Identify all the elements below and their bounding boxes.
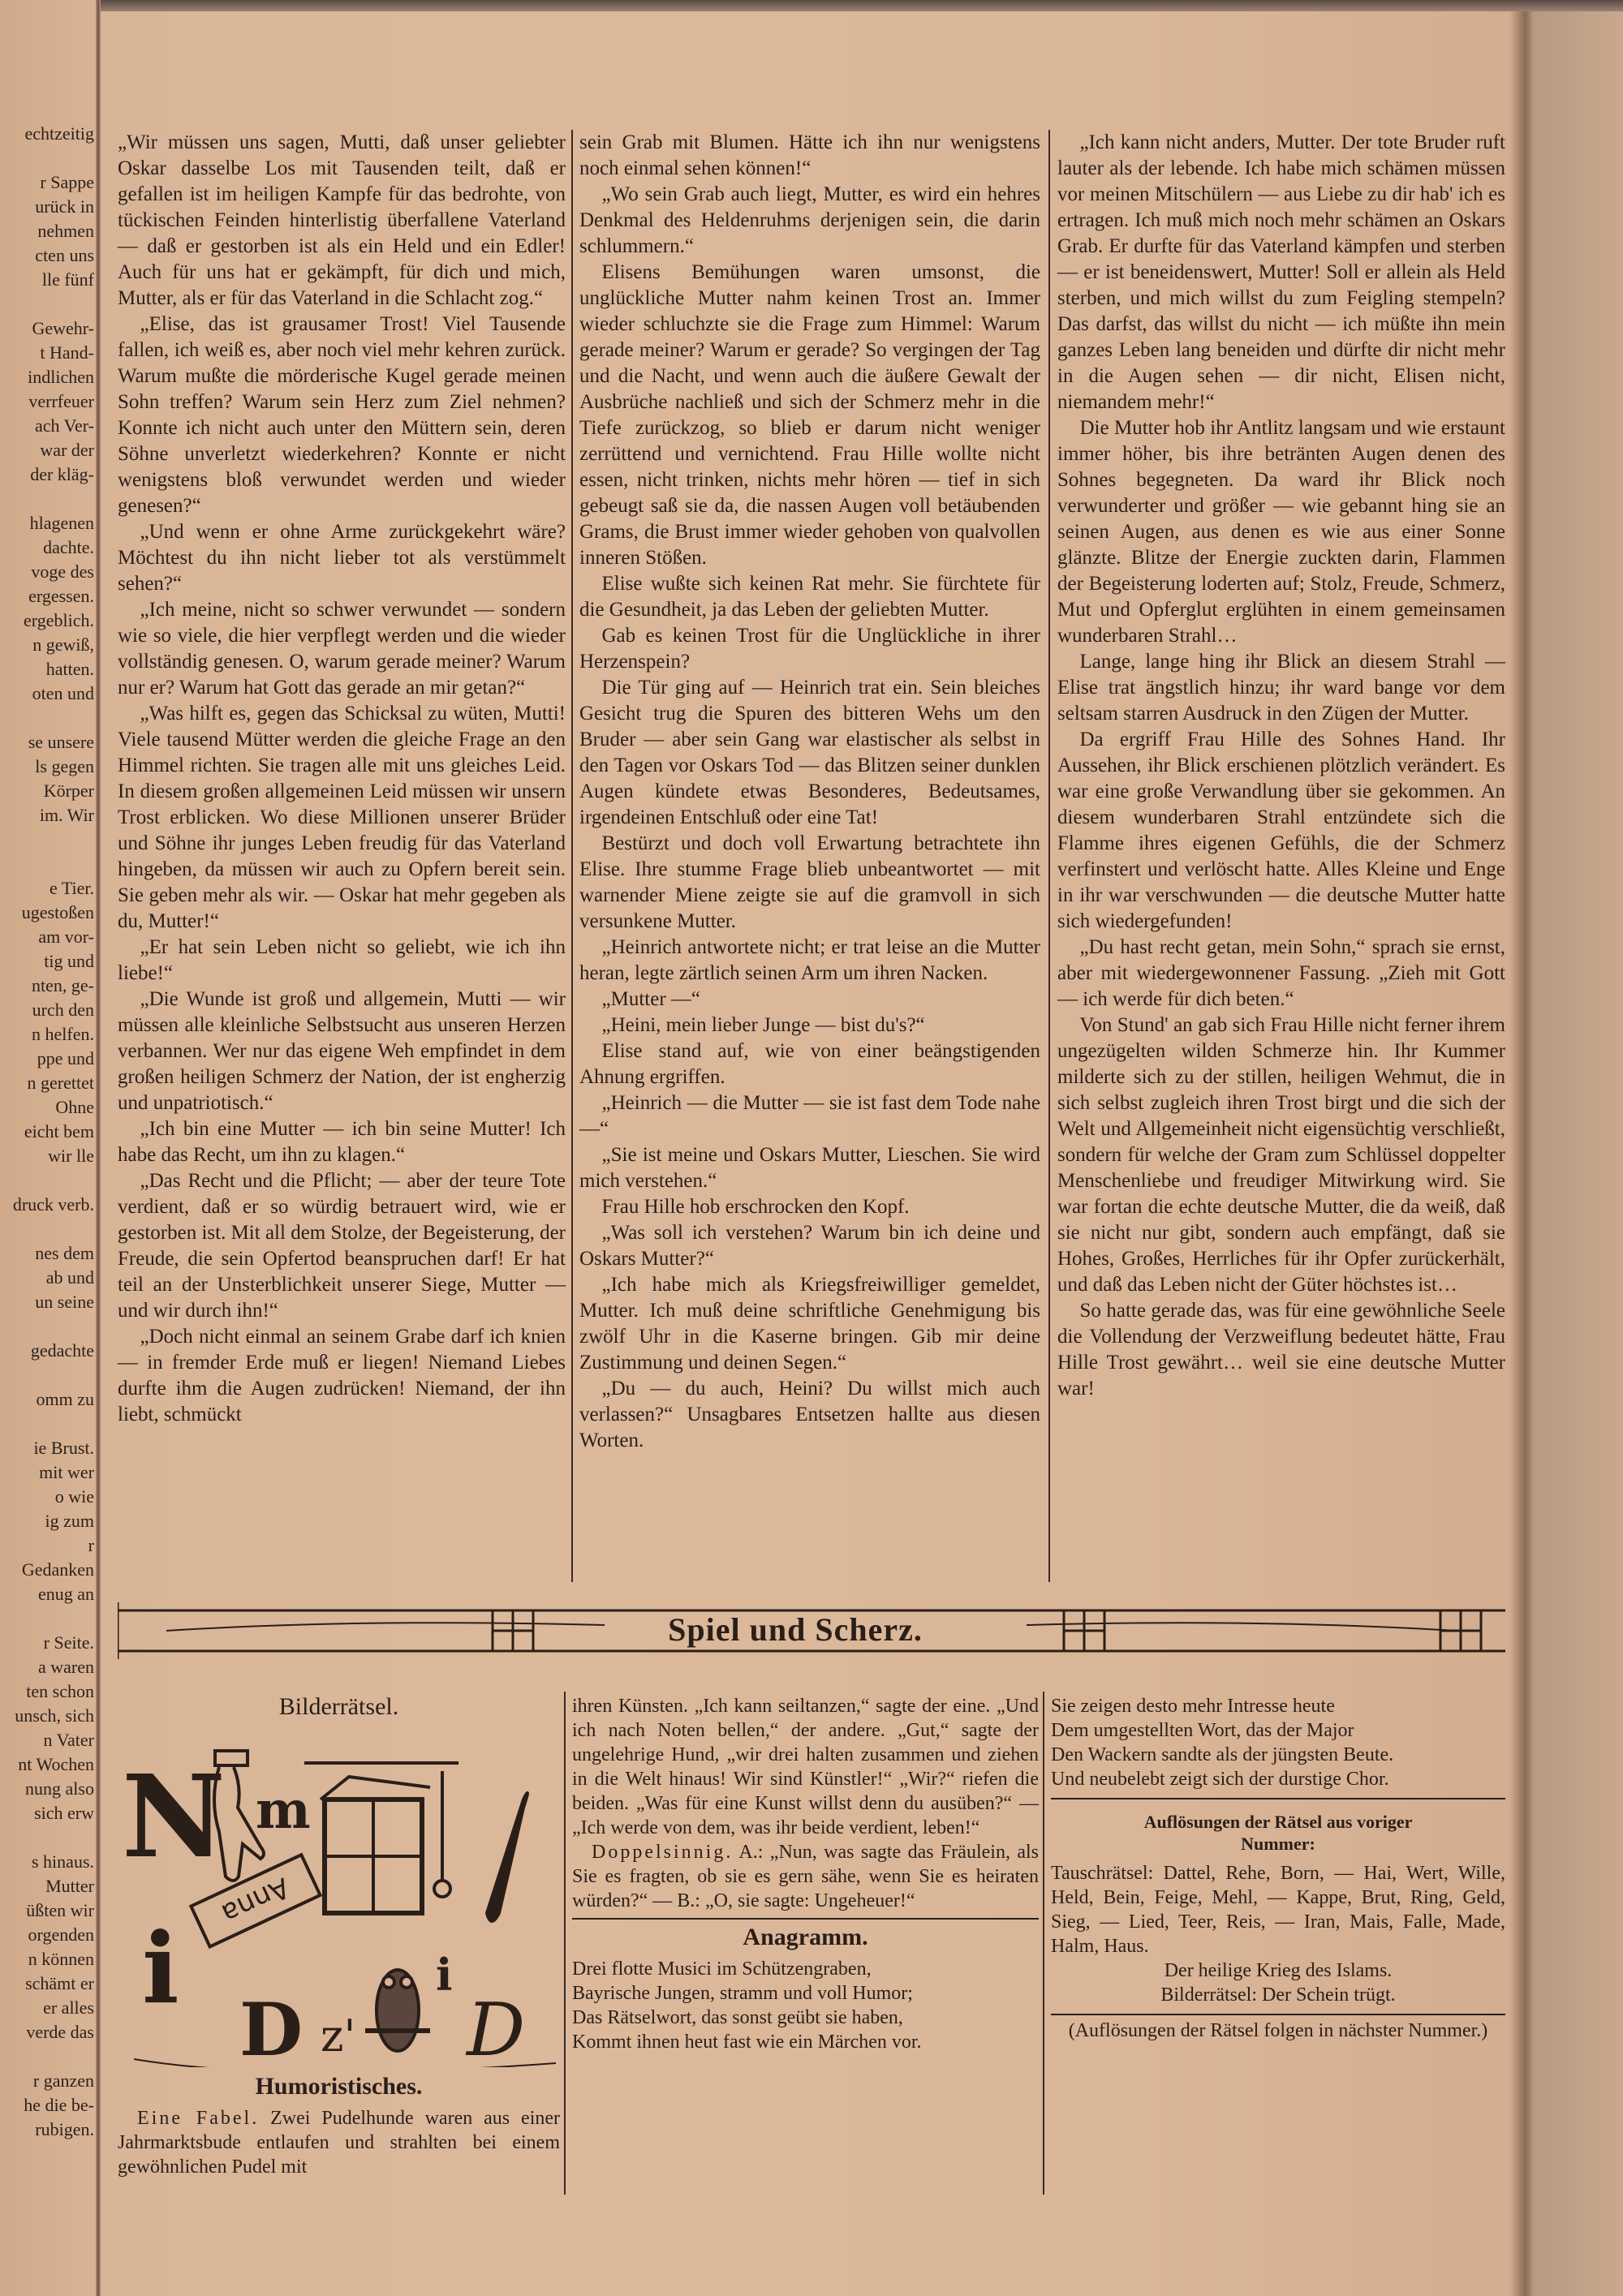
- facing-page-line: indlichen: [28, 367, 94, 387]
- anagram-verse-line: Sie zeigen desto mehr Intresse heute: [1051, 1696, 1335, 1717]
- facing-page-line: [0, 487, 94, 511]
- facing-page-line: verrfeuer: [28, 391, 94, 411]
- facing-page-line: wir lle: [48, 1146, 94, 1166]
- facing-page-line: voge des: [31, 561, 94, 582]
- fable-continuation: ihren Künsten. „Ich kann seiltanzen,“ sagte der eine. „Und ich nach Noten bellen,“ der andere. „Gut,“ sagte der ungelehrige Hund, „wir drei halten zusammen und ziehen in die Welt hinaus! Wir sind Künstler!“ „Wir?“ riefen die beiden. „Was für eine Kunst willst denn du ausüben?“ — „Ich werde von dem, was ihr beide verdient, leben!“: [572, 1696, 1039, 1838]
- article-paragraph: „Ich kann nicht anders, Mutter. Der tote Bruder ruft lauter als der lebende. Ich habe mich schämen müssen vor meinen Mitschülern — aus Liebe zu dir hab' ich es ertragen. Ich muß mich noch mehr schämen an Oskars Grab. Er durfte für das Vaterland kämpfen und sterben — er ist beneidenswert, Mutter! Soll er allein als Held sterben, und mich willst du zum Feigling stempeln? Das darfst, das willst du nicht — ich müßte ihn mein ganzes Leben lang beneiden und dürfte dir nicht mehr in die Augen sehen — dir nicht, Elisen nicht, niemandem mehr!“: [1057, 131, 1505, 413]
- article-paragraph: „Und wenn er ohne Arme zurückgekehrt wäre? Möchtest du ihn nicht lieber tot als verstümmelt sehen?“: [118, 521, 566, 595]
- article-paragraph: „Was hilft es, gegen das Schicksal zu wüten, Mutti! Viele tausend Mütter werden die gleiche Frage an den Himmel richten. Sie tragen alle mit uns gleiches Leid. In diesem großen allgemeinen Leid müssen wir unsern Trost erblicken. Wo diese Millionen unserer Brüder und Söhne ihr junges Leben freudig für das Vaterland hingeben, da müssen wir auch zu Opfern bereit sein. Sie geben mehr als wir. — Oskar hat mehr gegeben als du, Mutter!“: [118, 703, 566, 932]
- anagram-verse-line: Und neubelebt zeigt sich der durstige Chor.: [1051, 1769, 1389, 1790]
- article-paragraph: sein Grab mit Blumen. Hätte ich ihn nur wenigstens noch einmal sehen können!“: [579, 131, 1040, 179]
- article-paragraph: Elise stand auf, wie von einer beängstigenden Ahnung ergriffen.: [579, 1040, 1040, 1088]
- facing-page-line: [0, 1168, 94, 1193]
- anagram-verse-line: Drei flotte Musici im Schützengraben,: [572, 1958, 872, 1980]
- article-paragraph: „Heinrich antwortete nicht; er trat leise an die Mutter heran, legte zärtlich seinen Arm um ihren Nacken.: [579, 936, 1040, 984]
- facing-page-line: [0, 1363, 94, 1387]
- tausch-solution: Tauschrätsel: Dattel, Rehe, Born, — Hai, Wert, Wille, Held, Bein, Feige, Mehl, — Kappe, Brut, Ring, Geld, Sieg, — Lied, Teer, Reis, — Iran, Mais, Falle, Made, Halm, Haus.: [1051, 1863, 1505, 1957]
- solutions-title: Auflösungen der Rätsel aus voriger Nummer:: [1143, 1812, 1413, 1854]
- puzzle-letter-i2: i: [436, 1949, 453, 2001]
- puzzle-letter-d1: D: [239, 1987, 304, 2067]
- facing-page-line: he die be-: [24, 2095, 94, 2115]
- facing-page-line: mit wer: [39, 1462, 94, 1482]
- puzzle-letter-i1: i: [142, 1911, 179, 2026]
- facing-page-line: nt Wochen: [18, 1754, 94, 1774]
- facing-page-line: war der: [40, 440, 94, 460]
- anagram-verse-line: Das Rätselwort, das sonst geübt sie haben,: [572, 2007, 903, 2028]
- anagram-verse-line: Dem umgestellten Wort, das der Major: [1051, 1720, 1354, 1741]
- facing-page-line: e Tier.: [49, 878, 94, 898]
- anagram-verse-line: Bayrische Jungen, stramm und voll Humor;: [572, 1983, 913, 2004]
- facing-page-line: enug an: [37, 1584, 94, 1604]
- facing-page-line: ten schon: [26, 1681, 94, 1701]
- facing-page-line: se unsere: [28, 732, 94, 752]
- article-paragraph: „Wo sein Grab auch liegt, Mutter, es wird ein hehres Denkmal des Heldenruhms derjenigen sein, die darin schlummern.“: [579, 183, 1040, 257]
- article-paragraph: „Was soll ich verstehen? Warum bin ich deine und Oskars Mutter?“: [579, 1222, 1040, 1270]
- facing-page-line: sich erw: [34, 1803, 94, 1823]
- picture-puzzle-title: Bilderrätsel.: [278, 1693, 399, 1720]
- picture-puzzle-image: [118, 1726, 560, 2067]
- article-paragraph: „Heini, mein lieber Junge — bist du's?“: [601, 1014, 925, 1036]
- facing-page-line: t Hand-: [40, 342, 94, 363]
- facing-page-line: n helfen.: [32, 1024, 94, 1044]
- facing-page-line: omm zu: [36, 1389, 94, 1409]
- facing-page-line: [0, 2044, 94, 2069]
- anagram-verse-line: Kommt ihnen heut fast wie ein Märchen vor.: [572, 2032, 922, 2053]
- facing-page-line: unsch, sich: [15, 1705, 94, 1726]
- anagram-verse-line: Den Wackern sandte als der jüngsten Beute.: [1051, 1744, 1394, 1765]
- facing-page-line: der kläg-: [30, 464, 94, 484]
- article-paragraph: „Wir müssen uns sagen, Mutti, daß unser geliebter Oskar dasselbe Los mit Tausenden teilt, daß er gefallen ist im heiligen Kampfe für das bedrohte, von tückischen Feinden hinterlistig überfallene Vaterland — daß er gestorben ist als ein Held und ein Edler! Auch für uns hat er gekämpft, für dich und mich, Mutter, als er für das Vaterland in die Schlacht zog.“: [118, 131, 566, 309]
- section-title: Spiel und Scherz.: [668, 1611, 923, 1648]
- facing-page-line: ls gegen: [35, 756, 94, 776]
- facing-page-line: Gedanken: [21, 1559, 94, 1580]
- facing-page-line: [0, 1412, 94, 1436]
- solutions-column: [1051, 1694, 1505, 2043]
- facing-page-line: nten, ge-: [32, 975, 94, 995]
- owl-icon: [365, 1970, 430, 2051]
- facing-page-line: n gewiß,: [32, 634, 94, 655]
- article-paragraph: „Ich bin eine Mutter — ich bin seine Mutter! Ich habe das Recht, um ihn zu klagen.“: [118, 1118, 566, 1166]
- facing-page-line: [0, 828, 94, 852]
- facing-page-line: o wie: [54, 1486, 94, 1507]
- facing-page-line: hatten.: [45, 659, 94, 679]
- double-meaning-text: A.: „Nun, was sagte das Fräulein, als Sie es fragten, ob sie es gern sähe, wenn Sie es heiraten würden?“ — B.: „O, sie sagte: Ungeheuer!“: [572, 1842, 1039, 1911]
- article-paragraph: Die Mutter hob ihr Antlitz langsam und wie erstaunt immer höher, bis ihre betränten Augen denen des Sohnes begegneten. Da ward ihr Blick noch verwunderter und größer — wie gebannt hing sie an seinen Augen, aus denen es wie aus einer Sonne glänzte. Blitze der Energie zuckten darin, Flammen der Begeisterung loderten auf; Stolz, Freude, Schmerz, Mut und Opferglut erglühten in einem gemeinsamen wunderbaren Strahl…: [1057, 417, 1505, 647]
- facing-page-line: [0, 1825, 94, 1850]
- facing-page-line: Ohne: [55, 1097, 94, 1117]
- article-paragraph: „Du — du auch, Heini? Du willst mich auch verlassen?“ Unsagbares Entsetzen hallte aus diesen Worten.: [579, 1378, 1040, 1451]
- facing-page-line: [0, 1314, 94, 1339]
- facing-page-line: urück in: [35, 196, 94, 217]
- facing-page-line: r Sappe: [40, 172, 94, 192]
- tausch-result: Der heilige Krieg des Islams.: [1164, 1960, 1393, 1981]
- column-rule: [1048, 130, 1050, 1582]
- facing-page-line: oten und: [32, 683, 94, 703]
- article-paragraph: „Ich habe mich als Kriegsfreiwilliger gemeldet, Mutter. Ich muß deine schriftliche Genehmigung bis zwölf Uhr in die Kaserne bringen. Gib mir deine Zustimmung und deinen Segen.“: [579, 1274, 1040, 1374]
- facing-page-line: dachte.: [43, 537, 94, 557]
- article-paragraph: „Doch nicht einmal an seinem Grabe darf ich knien — in fremder Erde muß er liegen! Niemand Liebes durfte ihm die Augen zudrücken! Niemand, der ihn liebt, schmückt: [118, 1326, 566, 1425]
- article-paragraph: Lange, lange hing ihr Blick an diesem Strahl — Elise trat ängstlich hinzu; ihr ward bange vor dem seltsam starren Ausdruck in den Zügen der Mutter.: [1057, 651, 1505, 724]
- facing-page-line: r Seite.: [43, 1632, 94, 1653]
- window-icon: [304, 1763, 458, 1913]
- facing-page-line: hlagenen: [29, 513, 94, 533]
- facing-page-line: [0, 706, 94, 730]
- knife-icon: [487, 1793, 527, 1921]
- facing-page-line: ie Brust.: [33, 1438, 94, 1458]
- article-column-1: [118, 130, 566, 1428]
- article-paragraph: „Die Wunde ist groß und allgemein, Mutti — wir müssen alle kleinliche Selbstsucht aus unseren Herzen verbannen. Wer nur das eigene Weh empfindet in dem großen heiligen Schmerz der Nation, der ist engherzig und unpatriotisch.“: [118, 988, 566, 1114]
- facing-page-line: n gerettet: [27, 1073, 94, 1093]
- column-rule: [571, 130, 573, 1582]
- facing-page-line: tig und: [44, 951, 94, 971]
- facing-page-line: r ganzen: [32, 2070, 94, 2091]
- facing-page-line: ugestoßen: [21, 902, 94, 922]
- article-paragraph: Elisens Bemühungen waren umsonst, die unglückliche Mutter nahm keinen Trost an. Immer wieder schluchzte sie die Frage zum Himmel: Warum gerade meiner? Warum er gerade? So vergingen der Tag und die Nacht, und wenn auch die äußere Gewalt der Ausbrüche nachließ und sich der Schmerz mehr in die Tiefe zurückzog, so blieb er darum nicht weniger zerrüttend und vernichtend. Frau Hille wollte nicht essen, nicht trinken, nichts mehr hören — tief in sich gebeugt saß sie da, die nassen Augen voll betäubenden Grams, die Brust immer wieder gehoben von qualvollen inneren Stößen.: [579, 261, 1040, 569]
- facing-page-line: im. Wir: [39, 805, 94, 825]
- facing-page-line: Mutter: [45, 1876, 94, 1896]
- facing-page-line: schämt er: [25, 1973, 94, 1993]
- picture-puzzle-column: [118, 1689, 560, 2179]
- article-paragraph: „Sie ist meine und Oskars Mutter, Lieschen. Sie wird mich verstehen.“: [579, 1144, 1040, 1192]
- facing-page-line: [0, 1606, 94, 1631]
- article-paragraph: „Ich meine, nicht so schwer verwundet — sondern wie so viele, die hier verpflegt werden und die wieder vollständig genesen. O, warum gerade meiner? Warum nur er? Warum hat Gott das gerade an mir getan?“: [118, 599, 566, 699]
- facing-page-line: [0, 292, 94, 316]
- facing-page-line: verde das: [26, 2022, 94, 2042]
- picture-puzzle-solution: Bilderrätsel: Der Schein trügt.: [1160, 1984, 1396, 2006]
- scroll-text: Anna: [216, 1870, 295, 1930]
- article-paragraph: „Elise, das ist grausamer Trost! Viel Tausende fallen, ich weiß es, aber noch viel mehr kehren zurück. Warum mußte die mörderische Kugel gerade meinen Sohn treffen? Warum sein Herz zum Ziel nehmen? Konnte ich nicht auch unter den Müttern sein, deren Söhne unverletzt wiederkehren? Konnte er nicht wenigstens bloß verwundet werden und wieder genesen?“: [118, 313, 566, 517]
- facing-page-line: lle fünf: [41, 269, 94, 290]
- facing-page-line: ig zum: [45, 1511, 94, 1531]
- facing-page-line: eicht bem: [24, 1121, 94, 1142]
- solutions-note: (Auflösungen der Rätsel folgen in nächster Nummer.): [1068, 2020, 1488, 2041]
- article-paragraph: Von Stund' an gab sich Frau Hille nicht ferner ihrem ungezügelten wilden Schmerze hin. Ihr Kummer milderte sich zu der stillen, heiligen Wehmut, die in sich selbst zugleich ihren Trost birgt und die sich der Welt und Allgemeinheit nicht eigensüchtig verschließt, sondern für welche der Gram zum Schlüssel doppelter Menschenliebe und freudiger Mitwirkung wird. Sie war fortan die echte deutsche Mutter, die da weiß, daß sie nicht nur gibt, sondern auch empfängt, daß sie Hohes, Großes, Herrliches für ihr Opfer zurückerhält, und daß das Leben nicht der Güter höchstes ist…: [1057, 1014, 1505, 1296]
- article-paragraph: So hatte gerade das, was für eine gewöhnliche Seele die Vollendung der Verzweiflung bedeutet hätte, Frau Hille Trost gewährt… weil sie eine deutsche Mutter war!: [1057, 1300, 1505, 1400]
- article-paragraph: Da ergriff Frau Hille des Sohnes Hand. Ihr Aussehen, ihr Blick erschienen plötzlich verändert. Es war eine große Verwandlung über sie gekommen. An diesem wunderbaren Strahl entzündete sich die Flamme ihres eigenen Gefühls, die der Schmerz verfinstert und verlöscht hatte. Alles Kleine und Enge in ihr war verschwunden — die deutsche Mutter hatte sich wiedergefunden!: [1057, 729, 1505, 932]
- facing-page-line: ab und: [45, 1267, 94, 1288]
- article-paragraph: „Das Recht und die Pflicht; — aber der teure Tote verdient, daß er so würdig betrauert wird, wie er gestorben ist. Mit all dem Stolze, der Begeisterung, der Freude, die sein Opfertod beanspruchen darf! Er hat teil an der Unsterblichkeit unserer Siege, Mutter — und wir durch ihn!“: [118, 1170, 566, 1322]
- facing-page-line: nung also: [25, 1778, 94, 1799]
- page-gutter: [96, 0, 101, 2296]
- facing-page-line: Gewehr-: [32, 318, 94, 338]
- facing-page-line: [0, 146, 94, 170]
- article-paragraph: Frau Hille hob erschrocken den Kopf.: [601, 1196, 910, 1218]
- facing-page-line: n können: [28, 1949, 94, 1969]
- article-paragraph: Die Tür ging auf — Heinrich trat ein. Sein bleiches Gesicht trug die Spuren des bitteren Wehs um den Bruder — aber sein Gang war elastischer als selbst in den Tagen vor Oskars Tod — das Blitzen seiner dunklen Augen kündete etwas Besonderes, Bedeutsames, irgendeinen Entschluß oder eine Tat!: [579, 677, 1040, 828]
- puzzle-letter-d2: D: [467, 1988, 526, 2067]
- fable-label: Eine Fabel.: [137, 2108, 260, 2129]
- article-paragraph: „Heinrich — die Mutter — sie ist fast dem Tode nahe —“: [579, 1092, 1040, 1140]
- facing-page-line: üßten wir: [26, 1900, 94, 1920]
- double-meaning-label: Doppelsinnig.: [592, 1842, 734, 1863]
- facing-page-line: s hinaus.: [32, 1851, 94, 1872]
- facing-page-line: rubigen.: [35, 2119, 94, 2139]
- article-paragraph: „Er hat sein Leben nicht so geliebt, wie ich ihn liebe!“: [118, 936, 566, 984]
- article-paragraph: Gab es keinen Trost für die Unglückliche in ihrer Herzenspein?: [579, 625, 1040, 673]
- article-paragraph: Elise wußte sich keinen Rat mehr. Sie fürchtete für die Gesundheit, ja das Leben der geliebten Mutter.: [579, 573, 1040, 621]
- facing-page-line: n Vater: [43, 1730, 94, 1750]
- facing-page-fragment: [0, 122, 94, 2142]
- article-paragraph: Bestürzt und doch voll Erwartung betrachtete ihn Elise. Ihre stumme Frage blieb unbeantwortet — mit warnender Miene zeigte sie auf die gramvoll in sich versunkene Mutter.: [579, 832, 1040, 932]
- facing-page-line: un seine: [35, 1292, 94, 1312]
- facing-page-line: [0, 852, 94, 876]
- facing-page-line: orgenden: [28, 1924, 94, 1945]
- facing-page-line: nehmen: [37, 221, 94, 241]
- article-paragraph: „Mutter —“: [601, 988, 700, 1010]
- page-top-edge: [97, 0, 1623, 11]
- facing-page-line: am vor-: [38, 927, 94, 947]
- facing-page-line: a waren: [37, 1657, 94, 1677]
- puzzle-letter-m: m: [256, 1780, 311, 1841]
- facing-page-line: gedachte: [30, 1340, 94, 1361]
- facing-page-line: r: [88, 1535, 94, 1555]
- facing-page-line: nes dem: [35, 1243, 94, 1263]
- anagram-title: Anagramm.: [743, 1924, 868, 1950]
- fable-text: Zwei Pudelhunde waren aus einer Jahrmarktsbude entlaufen und strahlten bei einem gewöhnlichen Pudel mit: [118, 2108, 561, 2178]
- puzzle-letter-z: z': [321, 2010, 356, 2062]
- facing-page-line: ergeblich.: [24, 610, 94, 630]
- humor-column: [572, 1694, 1039, 2054]
- facing-page-line: echtzeitig: [24, 123, 94, 144]
- puzzle-letter-n: N: [122, 1751, 226, 1884]
- column-rule: [564, 1692, 566, 2195]
- facing-page-line: [0, 1217, 94, 1241]
- facing-page-line: ach Ver-: [34, 415, 94, 436]
- facing-page-line: druck verb.: [12, 1194, 94, 1215]
- article-column-2: [579, 130, 1040, 1454]
- facing-page-line: ppe und: [37, 1048, 94, 1068]
- facing-page-line: urch den: [32, 1000, 94, 1020]
- article-paragraph: „Du hast recht getan, mein Sohn,“ sprach sie ernst, aber mit wiedergewonnener Fassung. „Zieh mit Gott — ich werde für dich beten.“: [1057, 936, 1505, 1010]
- facing-page-line: ergessen.: [28, 586, 94, 606]
- column-rule: [1043, 1692, 1044, 2195]
- article-column-3: [1057, 130, 1505, 1402]
- facing-page-line: Körper: [43, 780, 94, 801]
- facing-page-line: er alles: [43, 1997, 94, 2018]
- facing-page-line: cten uns: [35, 245, 94, 265]
- humor-title: Humoristisches.: [255, 2073, 423, 2100]
